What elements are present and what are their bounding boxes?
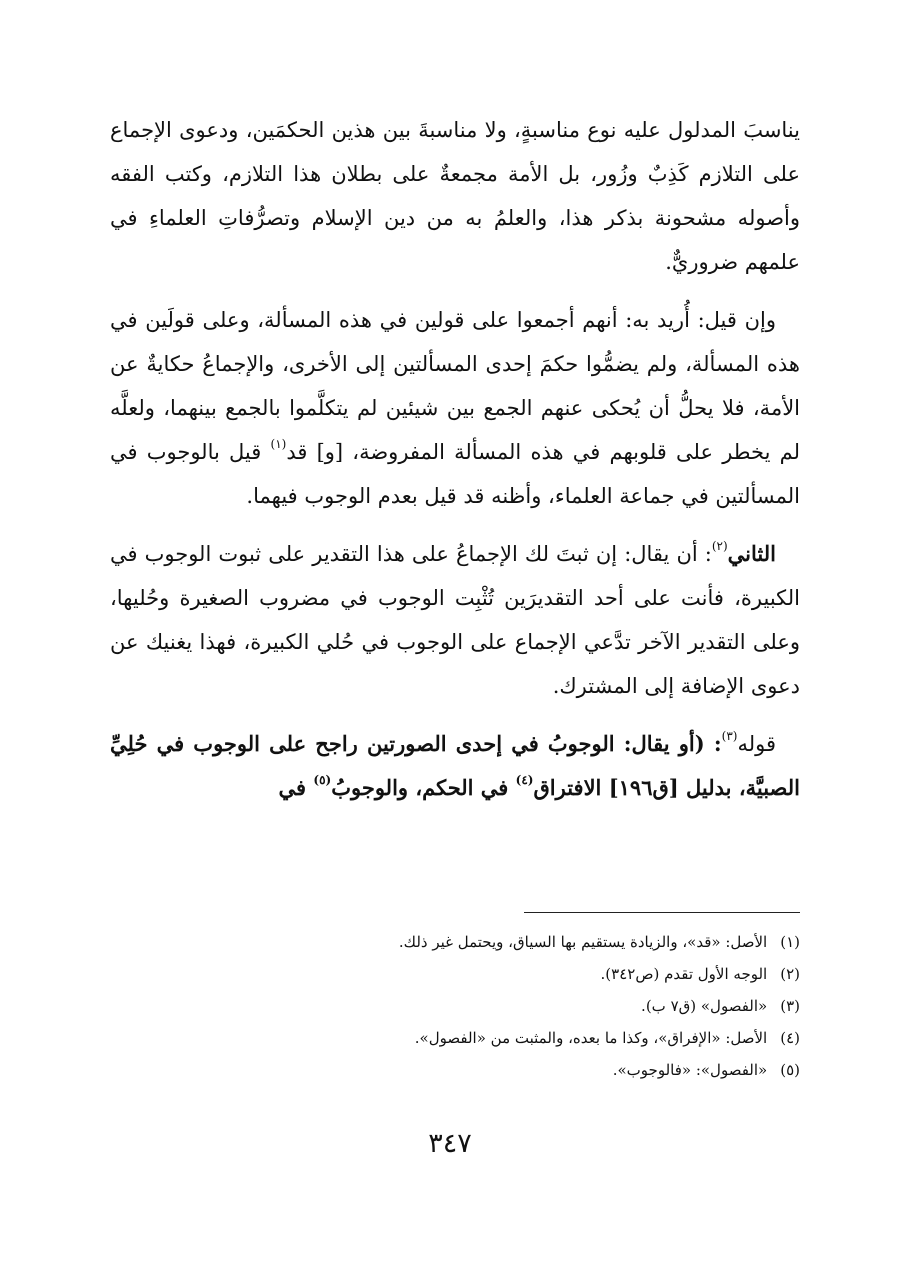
page-number: ٣٤٧ [428, 1128, 472, 1159]
footnote-number: (٤) [780, 1029, 800, 1047]
paragraph-2-text-a: وإن قيل: أُريد به: أنهم أجمعوا على قولين في هذه المسألة، وعلى قولَين في هذه المسألة، ولم يضمُّوا حكمَ إحدى المسألتين إلى الأخرى، والإجماعُ حكايةٌ عن الأمة، فلا يحلُّ أن يُحكى عنهم الجمع بين شيئين لم يتكلَّموا بالجمع بينهما، ولعلَّه لم يخطر على قلوبهم في هذه المسألة المفروضة، [و] قد [110, 308, 801, 464]
footnote-ref-5[interactable]: (٥) [313, 773, 332, 787]
paragraph-4-text-a: قوله [737, 732, 776, 756]
paragraph-4-quote-b: في الحكم، والوجوبُ [331, 775, 516, 800]
paragraph-2-text-b: قيل بالوجوب في المسألتين في جماعة العلماء، وأظنه قد قيل بعدم الوجوب فيهما. [110, 440, 800, 508]
footnote-text: «الفصول»: «فالوجوب». [612, 1061, 768, 1079]
footnote-divider [524, 912, 800, 913]
footnote-text: الأصل: «قد»، والزيادة يستقيم بها السياق، ويحتمل غير ذلك. [398, 933, 768, 951]
footnote-text: الوجه الأول تقدم (ص٣٤٢). [600, 965, 768, 983]
footnote-number: (٢) [780, 965, 800, 983]
footnote-ref-1[interactable]: (١) [270, 437, 287, 451]
footnote-text: الأصل: «الإفراق»، وكذا ما بعده، والمثبت من «الفصول». [414, 1029, 768, 1047]
footnote-number: (٥) [780, 1061, 800, 1079]
footnotes [110, 926, 800, 1086]
footnote-1 [110, 926, 800, 958]
footnote-ref-3[interactable]: (٣) [721, 729, 738, 743]
paragraph-4-quote-a: : (أو يقال: الوجوبُ في إحدى الصورتين راجح على الوجوب في حُلِيِّ الصبيَّة، بدليل [ق١٩٦] الافتراق [110, 731, 800, 800]
paragraph-4-quote-c: في [278, 775, 314, 800]
paragraph-3-heading: الثاني [727, 541, 776, 566]
footnote-ref-4[interactable]: (٤) [515, 773, 534, 787]
footnote-number: (٣) [780, 997, 800, 1015]
paragraph-1-text: يناسبَ المدلول عليه نوع مناسبةٍ، ولا مناسبةَ بين هذين الحكمَين، ودعوى الإجماع على التلازم كَذِبٌ وزُور، بل الأمة مجمعةٌ على بطلان هذا التلازم، وكتب الفقه وأصوله مشحونة بذكر هذا، والعلمُ به من دين الإسلام وتصرُّفاتِ العلماءِ في علمهم ضروريٌّ. [110, 118, 800, 274]
paragraph-3-text: : أن يقال: إن ثبتَ لك الإجماعُ على هذا التقدير على ثبوت الوجوب في الكبيرة، فأنت على أحد التقديرَين تُثْبِت الوجوب في مضروب الصغيرة وحُليها، وعلى التقدير الآخر تدَّعي الإجماع على الوجوب في حُلي الكبيرة، فهذا يغنيك عن دعوى الإضافة إلى المشترك. [110, 542, 800, 698]
footnote-number: (١) [780, 933, 800, 951]
footnote-2 [110, 958, 800, 990]
main-text [110, 108, 800, 824]
footnote-ref-2[interactable]: (٢) [711, 539, 728, 553]
paragraph-1 [110, 108, 800, 284]
paragraph-3 [110, 532, 800, 708]
footnote-3 [110, 990, 800, 1022]
paragraph-2 [110, 298, 800, 518]
paragraph-4 [110, 722, 800, 810]
footnote-text: «الفصول» (ق٧ ب). [641, 997, 768, 1015]
footnote-5 [110, 1054, 800, 1086]
footnote-4 [110, 1022, 800, 1054]
